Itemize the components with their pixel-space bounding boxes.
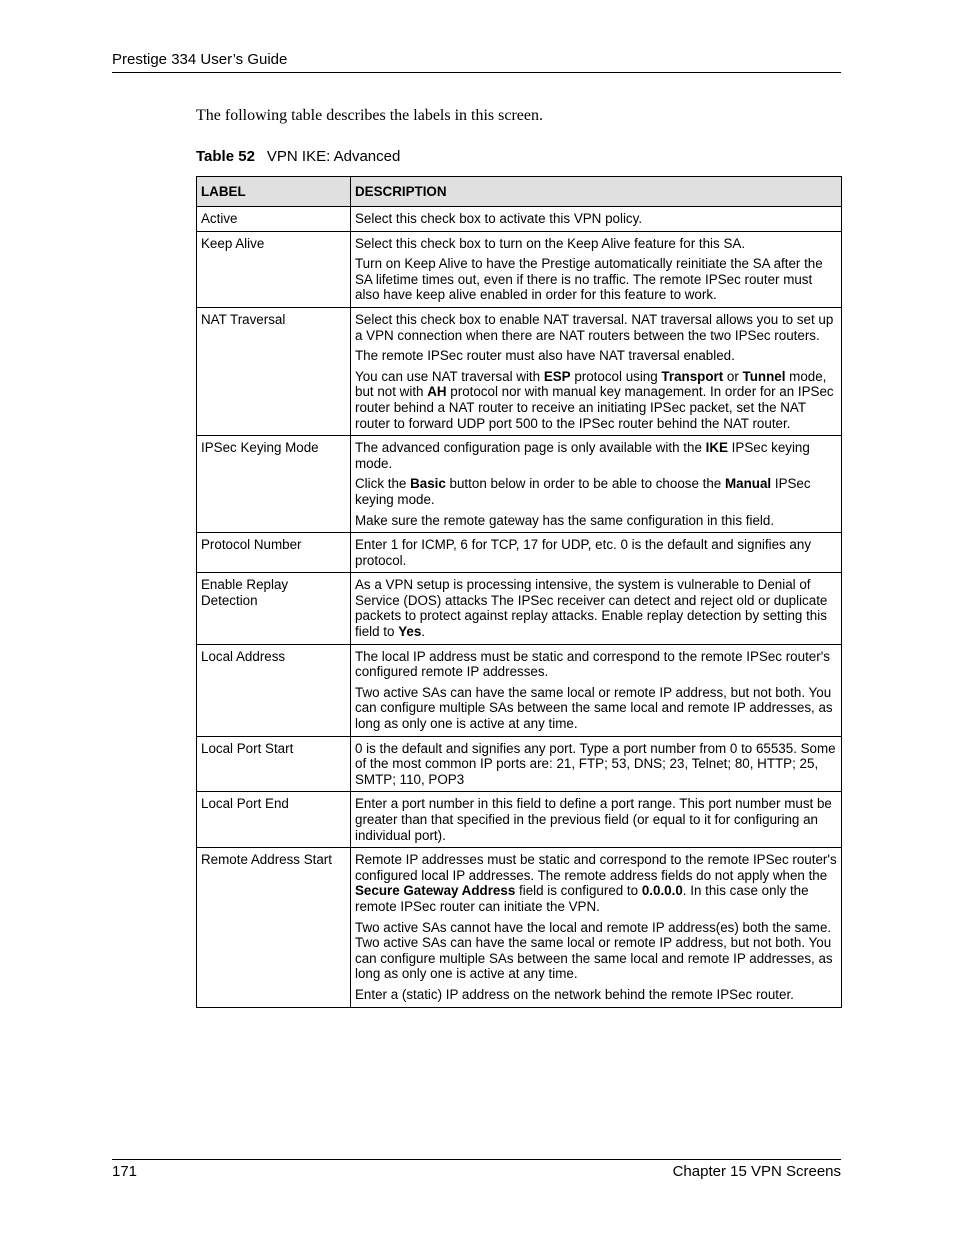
page-header <box>112 51 841 73</box>
text-run: The local IP address must be static and correspond to the remote IPSec router's configured remote IP addresses. <box>355 648 830 680</box>
text-run: Two active SAs can have the same local or remote IP address, but not both. You can configure multiple SAs between the same local and remote IP addresses, as long as only one is active at any time. <box>355 684 833 732</box>
text-run: You can use NAT traversal with <box>355 368 544 384</box>
text-run: field is configured to <box>515 883 642 899</box>
description-paragraph <box>355 256 837 303</box>
text-run: IPSec keying mode. <box>355 476 811 507</box>
description-paragraph <box>355 987 837 1003</box>
bold-term: Tunnel <box>742 368 786 384</box>
table-row <box>197 307 842 435</box>
description-paragraph <box>355 236 837 252</box>
description-paragraph <box>355 537 837 568</box>
description-paragraph <box>355 440 837 471</box>
text-run: Remote IP addresses must be static and correspond to the remote IPSec router's configured local IP addresses. The remote address fields do not apply when the <box>355 852 837 883</box>
table-row <box>197 436 842 533</box>
table-title: VPN IKE: Advanced <box>266 148 401 165</box>
row-description <box>351 736 842 792</box>
description-paragraph <box>355 348 837 364</box>
text-run: The remote IPSec router must also have NAT traversal enabled. <box>355 348 735 364</box>
text-run: protocol nor with manual key management. In order for an IPSec router behind a NAT router to receive an initiating IPSec packet, set the NAT router to forward UDP port 500 to the IPSec router behind the NAT router. <box>355 384 834 431</box>
text-run: As a VPN setup is processing intensive, the system is vulnerable to Denial of Service (DOS) attacks The IPSec receiver can detect and reject old or duplicate packets to protect against replay attacks. Enable replay detection by setting this field to <box>355 577 828 640</box>
bold-term: IKE <box>705 440 728 456</box>
text-run: protocol using <box>570 368 662 384</box>
bold-term: AH <box>427 384 447 400</box>
table-row <box>197 573 842 644</box>
row-label: Local Port End <box>197 792 351 848</box>
text-run: Click the <box>355 476 411 492</box>
description-paragraph <box>355 796 837 843</box>
bold-term: Yes <box>398 624 422 640</box>
table-row <box>197 231 842 307</box>
text-run: Turn on Keep Alive to have the Prestige automatically reinitiate the SA after the SA lifetime times out, even if there is no traffic. The remote IPSec router must also have keep alive enabled in order for this feature to work. <box>355 256 823 303</box>
bold-term: Manual <box>724 476 772 492</box>
text-run: . In this case only the remote IPSec router can initiate the VPN. <box>355 883 809 914</box>
bold-term: ESP <box>543 368 571 384</box>
table-row <box>197 207 842 232</box>
guide-title: Prestige 334 User’s Guide <box>112 51 288 68</box>
row-label: Protocol Number <box>197 533 351 573</box>
row-description <box>351 436 842 533</box>
intro-text: The following table describes the labels in this screen. <box>196 107 544 124</box>
description-column-header: DESCRIPTION <box>351 177 842 207</box>
description-paragraph <box>355 741 837 788</box>
row-description <box>351 307 842 435</box>
description-paragraph <box>355 920 837 982</box>
description-paragraph <box>355 685 837 732</box>
text-run: IPSec keying mode. <box>355 440 810 471</box>
bold-term: Basic <box>410 476 446 492</box>
text-run: Make sure the remote gateway has the same configuration in this field. <box>355 512 775 528</box>
description-paragraph <box>355 852 837 914</box>
row-label: IPSec Keying Mode <box>197 436 351 533</box>
text-run: Select this check box to activate this VPN policy. <box>355 211 643 226</box>
table-row <box>197 736 842 792</box>
page-footer <box>112 1159 841 1180</box>
row-description <box>351 644 842 736</box>
text-run: Select this check box to turn on the Keep Alive feature for this SA. <box>355 235 746 251</box>
text-run: button below in order to be able to choose the <box>445 476 725 492</box>
row-label: Remote Address Start <box>197 848 351 1007</box>
row-description <box>351 573 842 644</box>
text-run: 0 is the default and signifies any port. Type a port number from 0 to 65535. Some of the most common IP ports are: 21, FTP; 53, DNS; 23, Telnet; 80, HTTP; 25, SMTP; 110, POP3 <box>355 740 836 787</box>
description-paragraph <box>355 211 837 227</box>
bold-term: 0.0.0.0 <box>641 883 683 899</box>
text-run: Enter 1 for ICMP, 6 for TCP, 17 for UDP, etc. 0 is the default and signifies any protocol. <box>355 537 812 568</box>
text-run: Select this check box to enable NAT traversal. NAT traversal allows you to set up a VPN connection when there are NAT routers between the two IPSec routers. <box>355 311 834 343</box>
row-label: Active <box>197 207 351 232</box>
description-paragraph <box>355 649 837 680</box>
chapter-title: Chapter 15 VPN Screens <box>672 1163 841 1180</box>
text-run: . <box>421 624 426 640</box>
row-label: Enable Replay Detection <box>197 573 351 644</box>
row-label: Local Port Start <box>197 736 351 792</box>
row-label: Keep Alive <box>197 231 351 307</box>
row-description <box>351 792 842 848</box>
description-paragraph <box>355 476 837 507</box>
row-label: Local Address <box>197 644 351 736</box>
table-number: Table 52 <box>196 148 255 165</box>
text-run: Enter a port number in this field to define a port range. This port number must be greater than that specified in the previous field (or equal to it for configuring an individual port). <box>355 796 832 843</box>
row-description <box>351 533 842 573</box>
bold-term: Transport <box>661 368 724 384</box>
text-run: Two active SAs cannot have the local and remote IP address(es) both the same. Two active SAs can have the same local or remote IP address, but not both. You can configure multiple SAs between the same local and remote IP addresses, as long as only one is active at any time. <box>355 919 833 982</box>
table-header-row <box>197 177 842 207</box>
table-row <box>197 533 842 573</box>
table-body <box>197 207 842 1008</box>
row-description <box>351 231 842 307</box>
row-label: NAT Traversal <box>197 307 351 435</box>
label-column-header: LABEL <box>197 177 351 207</box>
description-paragraph <box>355 312 837 343</box>
table-row <box>197 848 842 1007</box>
description-paragraph <box>355 369 837 431</box>
table-caption <box>196 148 400 165</box>
page-number: 171 <box>112 1163 138 1180</box>
text-run: or <box>723 368 743 384</box>
row-description <box>351 848 842 1007</box>
row-description <box>351 207 842 232</box>
text-run: Enter a (static) IP address on the network behind the remote IPSec router. <box>355 986 794 1002</box>
table-row <box>197 792 842 848</box>
text-run: mode, but not with <box>355 368 827 400</box>
description-paragraph <box>355 513 837 529</box>
table-row <box>197 644 842 736</box>
labels-table <box>196 176 842 1008</box>
text-run: The advanced configuration page is only available with the <box>355 440 706 456</box>
bold-term: Secure Gateway Address <box>355 883 516 899</box>
description-paragraph <box>355 577 837 639</box>
